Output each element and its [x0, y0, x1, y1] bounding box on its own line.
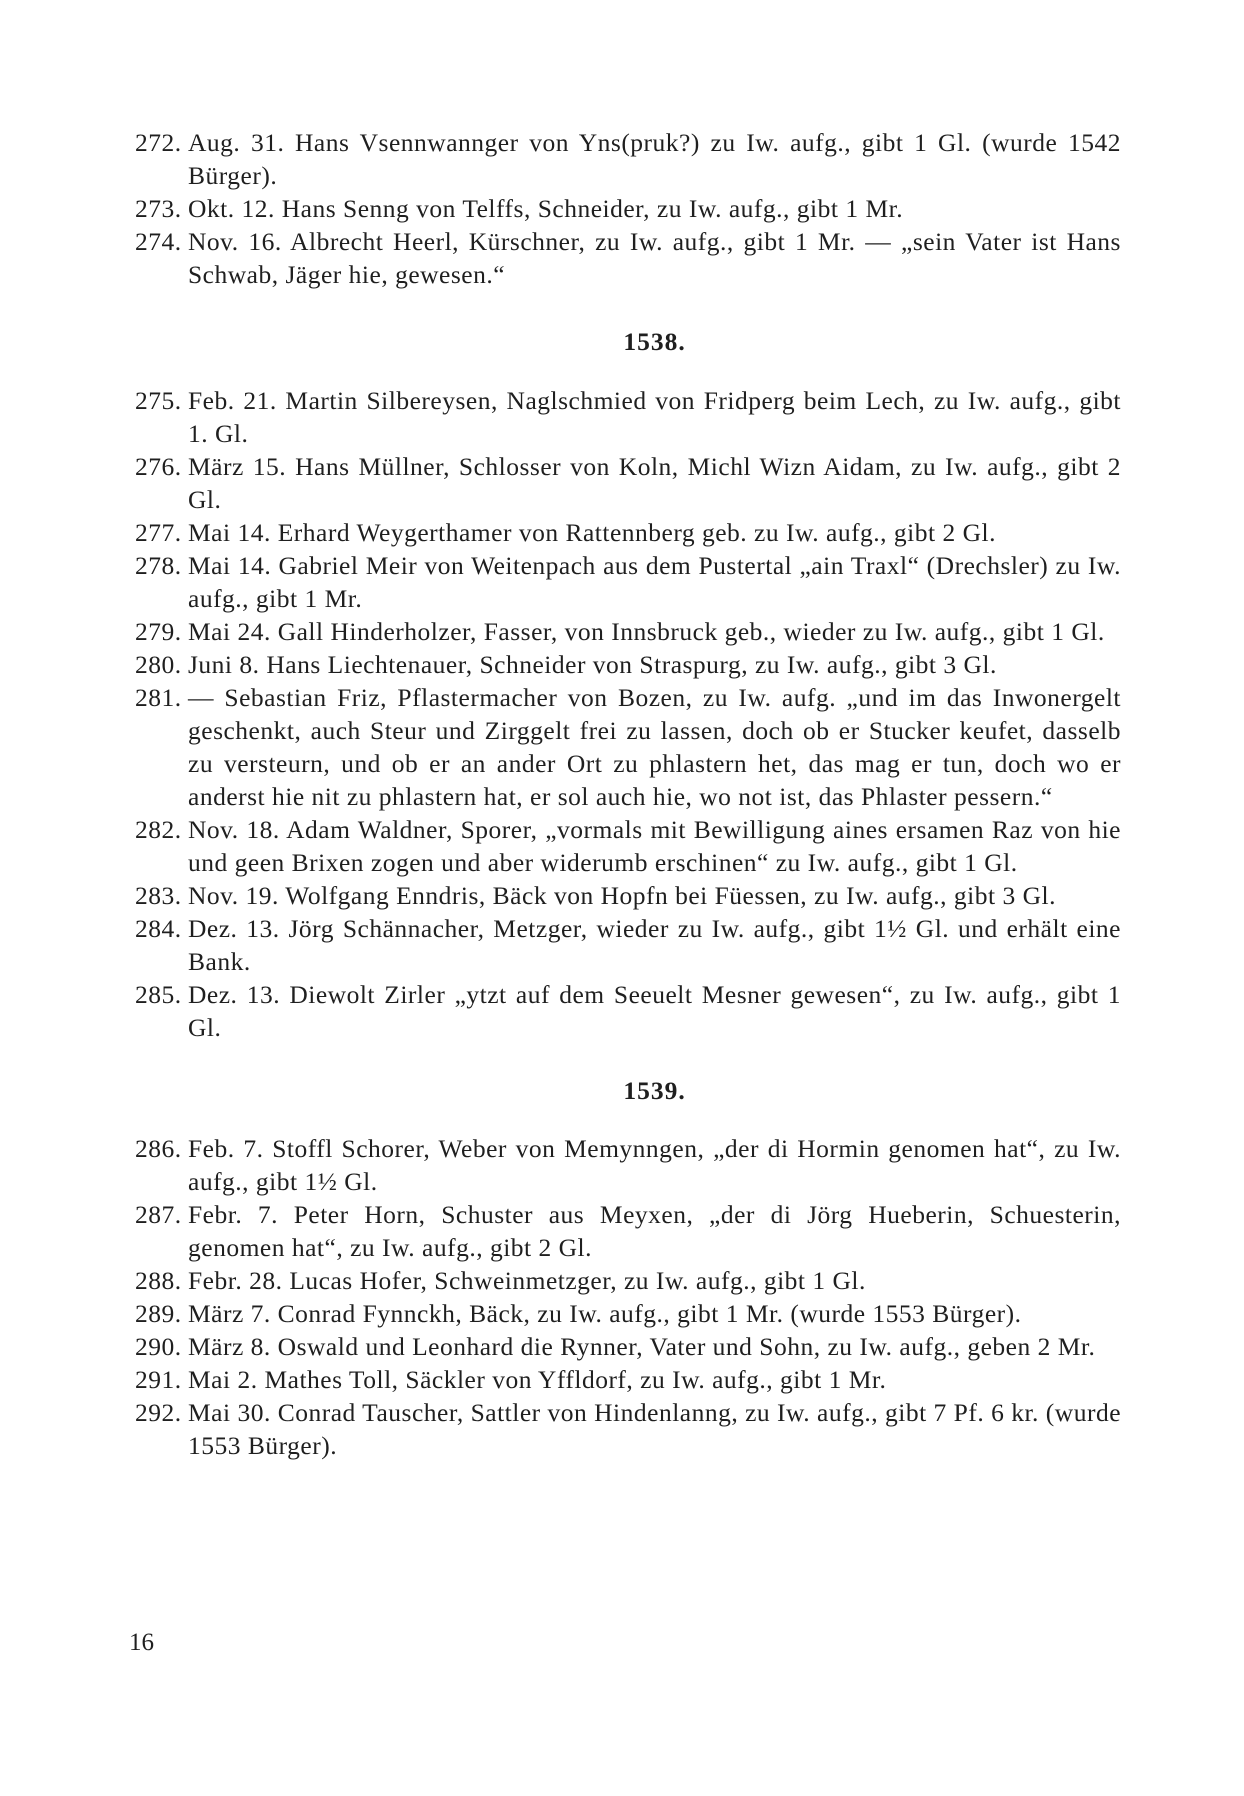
entry-number: 278. — [135, 551, 182, 580]
entry-number: 283. — [135, 881, 182, 910]
page-number: 16 — [129, 1629, 154, 1656]
year-heading: 1539. — [623, 1076, 686, 1105]
entry-number: 275. — [135, 386, 182, 415]
register-entry — [135, 192, 1121, 225]
entry-group — [135, 126, 1121, 291]
register-entry — [135, 912, 1121, 978]
register-column — [135, 126, 1121, 1462]
entry-text: März 15. Hans Müllner, Schlosser von Koln, Michl Wizn Aidam, zu Iw. aufg., gibt 2 Gl. — [188, 452, 1121, 514]
entry-number: 287. — [135, 1200, 182, 1229]
register-entry — [135, 1363, 1121, 1396]
entry-group — [135, 1074, 1121, 1462]
entry-text: Mai 30. Conrad Tauscher, Sattler von Hindenlanng, zu Iw. aufg., gibt 7 Pf. 6 kr. (wurde 1553 Bürger). — [188, 1398, 1122, 1460]
register-entry — [135, 978, 1121, 1044]
register-entry — [135, 813, 1121, 879]
entry-number: 273. — [135, 194, 182, 223]
entry-text: Nov. 19. Wolfgang Enndris, Bäck von Hopfn bei Füessen, zu Iw. aufg., gibt 3 Gl. — [188, 881, 1056, 910]
entry-number: 276. — [135, 452, 182, 481]
entry-number: 288. — [135, 1266, 182, 1295]
register-entry — [135, 549, 1121, 615]
entry-number: 285. — [135, 980, 182, 1009]
entry-number: 289. — [135, 1299, 182, 1328]
register-entry — [135, 384, 1121, 450]
entry-text: Juni 8. Hans Liechtenauer, Schneider von Straspurg, zu Iw. aufg., gibt 3 Gl. — [188, 650, 997, 679]
entry-text: März 7. Conrad Fynnckh, Bäck, zu Iw. aufg., gibt 1 Mr. (wurde 1553 Bürger). — [188, 1299, 1022, 1328]
entry-text: Febr. 7. Peter Horn, Schuster aus Meyxen, „der di Jörg Hueberin, Schuesterin, genomen hat“, zu Iw. aufg., gibt 2 Gl. — [188, 1200, 1121, 1262]
register-entry — [135, 681, 1121, 813]
entry-text: Dez. 13. Diewolt Zirler „ytzt auf dem Seeuelt Mesner gewesen“, zu Iw. aufg., gibt 1 Gl. — [188, 980, 1121, 1042]
entry-number: 281. — [135, 683, 182, 712]
register-entry — [135, 1297, 1121, 1330]
entry-text: Mai 2. Mathes Toll, Säckler von Yffldorf, zu Iw. aufg., gibt 1 Mr. — [188, 1365, 887, 1394]
year-heading: 1538. — [623, 327, 686, 356]
entry-number: 280. — [135, 650, 182, 679]
entry-text: Dez. 13. Jörg Schännacher, Metzger, wieder zu Iw. aufg., gibt 1½ Gl. und erhält eine Bank. — [188, 914, 1121, 976]
entry-number: 290. — [135, 1332, 182, 1361]
register-entry — [135, 126, 1121, 192]
register-entry — [135, 615, 1121, 648]
entry-text: März 8. Oswald und Leonhard die Rynner, Vater und Sohn, zu Iw. aufg., geben 2 Mr. — [188, 1332, 1096, 1361]
register-entry — [135, 1132, 1121, 1198]
entry-number: 284. — [135, 914, 182, 943]
entry-text: Nov. 16. Albrecht Heerl, Kürschner, zu Iw. aufg., gibt 1 Mr. — „sein Vater ist Hans Schwab, Jäger hie, gewesen.“ — [188, 227, 1121, 289]
entry-number: 282. — [135, 815, 182, 844]
entry-number: 279. — [135, 617, 182, 646]
entry-number: 286. — [135, 1134, 182, 1163]
register-entry — [135, 1396, 1121, 1462]
entry-text: Feb. 7. Stoffl Schorer, Weber von Memynngen, „der di Hormin genomen hat“, zu Iw. aufg., gibt 1½ Gl. — [188, 1134, 1121, 1196]
entry-text: Okt. 12. Hans Senng von Telffs, Schneider, zu Iw. aufg., gibt 1 Mr. — [188, 194, 904, 223]
register-entry — [135, 450, 1121, 516]
entry-text: Mai 14. Gabriel Meir von Weitenpach aus dem Pustertal „ain Traxl“ (Drechsler) zu Iw. aufg., gibt 1 Mr. — [188, 551, 1121, 613]
register-entry — [135, 879, 1121, 912]
register-entry — [135, 516, 1121, 549]
register-entry — [135, 1198, 1121, 1264]
entry-number: 277. — [135, 518, 182, 547]
entry-text: Aug. 31. Hans Vsennwannger von Yns(pruk?) zu Iw. aufg., gibt 1 Gl. (wurde 1542 Bürger). — [188, 128, 1121, 190]
entry-number: 291. — [135, 1365, 182, 1394]
register-entry — [135, 1264, 1121, 1297]
register-entry — [135, 225, 1121, 291]
entry-text: Mai 14. Erhard Weygerthamer von Rattennberg geb. zu Iw. aufg., gibt 2 Gl. — [188, 518, 996, 547]
register-entry — [135, 1330, 1121, 1363]
entry-text: Febr. 28. Lucas Hofer, Schweinmetzger, zu Iw. aufg., gibt 1 Gl. — [188, 1266, 866, 1295]
entry-number: 292. — [135, 1398, 182, 1427]
entry-text: Feb. 21. Martin Silbereysen, Naglschmied von Fridperg beim Lech, zu Iw. aufg., gibt 1. Gl. — [188, 386, 1121, 448]
entry-number: 272. — [135, 128, 182, 157]
entry-group — [135, 325, 1121, 1044]
entry-text: Mai 24. Gall Hinderholzer, Fasser, von Innsbruck geb., wieder zu Iw. aufg., gibt 1 Gl. — [188, 617, 1105, 646]
entry-text: — Sebastian Friz, Pflastermacher von Bozen, zu Iw. aufg. „und im das Inwonergelt geschenkt, auch Steur und Zirggelt frei zu lassen, doch ob er Stucker keufet, dasselb zu versteurn, und ob er an ander Ort zu phlastern het, das mag er tun, doch wo er anderst hie nit zu phlastern hat, er sol auch hie, wo not ist, das Phlaster pessern.“ — [188, 683, 1121, 811]
register-entry — [135, 648, 1121, 681]
entry-text: Nov. 18. Adam Waldner, Sporer, „vormals mit Bewilligung aines ersamen Raz von hie und geen Brixen zogen und aber widerumb erschinen“ zu Iw. aufg., gibt 1 Gl. — [188, 815, 1121, 877]
entry-number: 274. — [135, 227, 182, 256]
